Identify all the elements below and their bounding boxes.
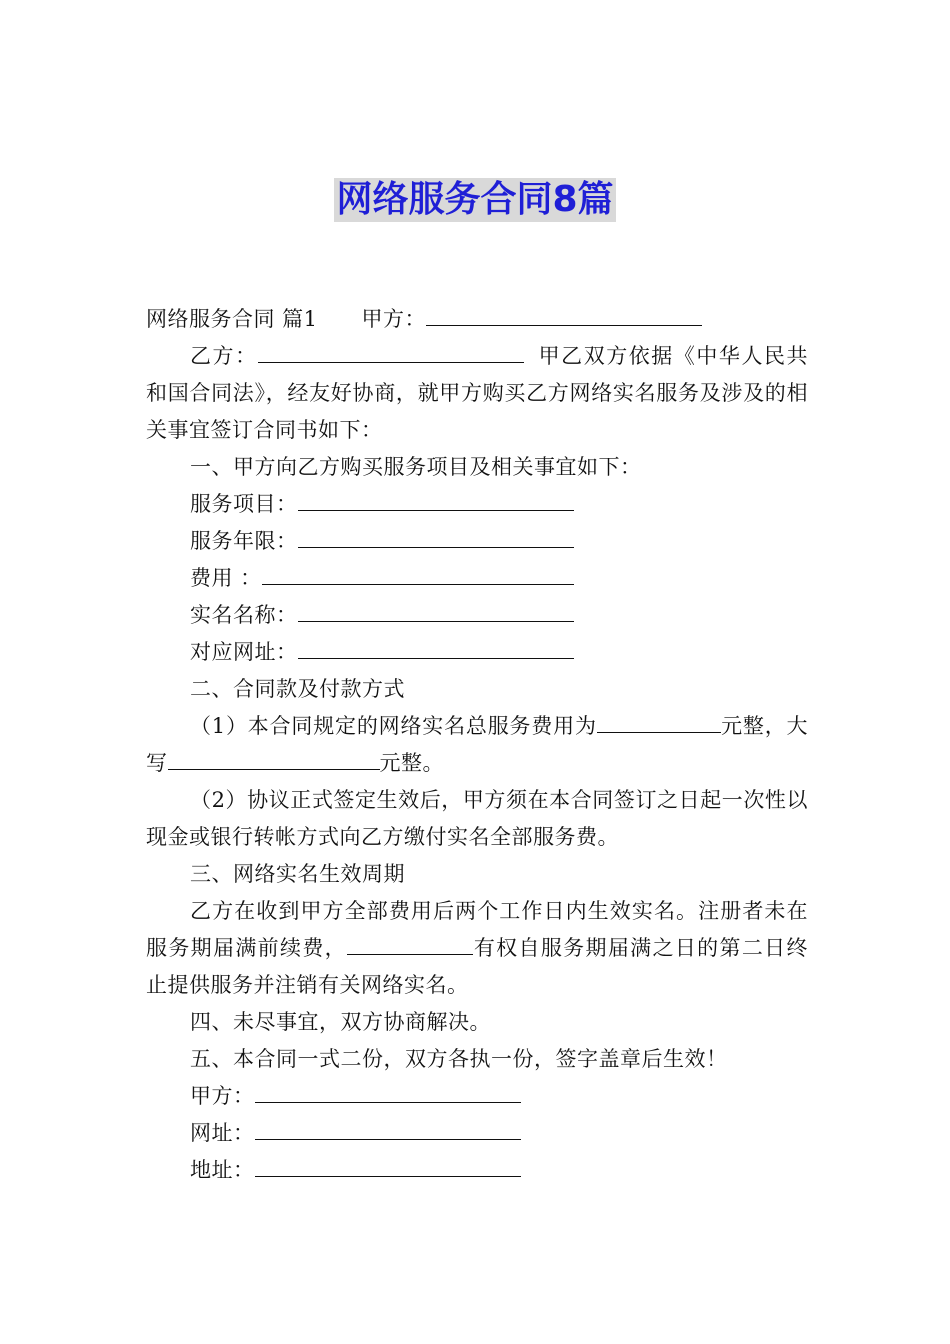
field-label: 对应网址： [190,640,298,664]
party-b-label: 乙方： [190,344,258,368]
signature-label: 甲方： [190,1084,255,1108]
section-1: 一、甲方向乙方购买服务项目及相关事宜如下： [190,455,642,479]
field-blank [298,523,574,548]
field-label: 费用 ： [190,566,262,590]
section-5: 五、本合同一式二份，双方各执一份，签字盖章后生效！ [190,1047,728,1071]
section-4: 四、未尽事宜，双方协商解决。 [190,1010,491,1034]
heading-line [146,301,808,338]
fee-text-2: 元整，大写 [146,714,809,775]
section-3: 三、网络实名生效周期 [190,862,405,886]
signature-label: 网址： [190,1121,255,1145]
effective-text-2: 有权自服务期届满之日的第二日终止提供服务并注销有关网络实名。 [146,936,808,997]
signature-blank [255,1152,521,1177]
fee-capital-blank [168,745,380,770]
field-blank [298,486,574,511]
field-service-item [146,486,808,523]
party-b-blank [258,338,524,363]
section-heading: 网络服务合同 篇1 [146,307,318,331]
document-title: 网络服务合同8篇 [336,179,614,220]
title-block [0,178,950,222]
paragraph-intro [146,338,808,449]
paragraph-payment: （2）协议正式签定生效后，甲方须在本合同签订之日起一次性以现金或银行转帐方式向乙方缴付实名全部服务费。 [146,788,808,849]
intro-text: 甲乙双方依据《中华人民共和国合同法》，经友好协商，就甲方购买乙方网络实名服务及涉及的相关事宜签订合同书如下： [146,344,809,442]
field-label: 服务年限： [190,529,298,553]
fee-amount-blank [597,708,721,733]
field-url [146,634,808,671]
signature-party-a [146,1078,808,1115]
effective-blank [347,930,473,955]
signature-address [146,1152,808,1189]
signature-blank [255,1115,521,1140]
field-blank [298,597,574,622]
contract-body [146,301,808,1189]
field-service-years [146,523,808,560]
field-real-name [146,597,808,634]
field-label: 实名名称： [190,603,298,627]
signature-label: 地址： [190,1158,255,1182]
signature-url [146,1115,808,1152]
fee-text-1: （1）本合同规定的网络实名总服务费用为 [190,714,597,738]
paragraph-fee [146,708,808,782]
party-a-label: 甲方： [361,307,427,331]
field-blank [262,560,574,585]
paragraph-effective [146,893,808,1004]
party-a-blank [426,301,702,326]
effective-text-1: 乙方在收到甲方全部费用后两个工作日内生效实名。注册者未在服务期届满前续费， [146,899,808,960]
section-2: 二、合同款及付款方式 [190,677,405,701]
signature-blank [255,1078,521,1103]
field-label: 服务项目： [190,492,298,516]
fee-text-3: 元整。 [379,751,444,775]
field-fee [146,560,808,597]
field-blank [298,634,574,659]
